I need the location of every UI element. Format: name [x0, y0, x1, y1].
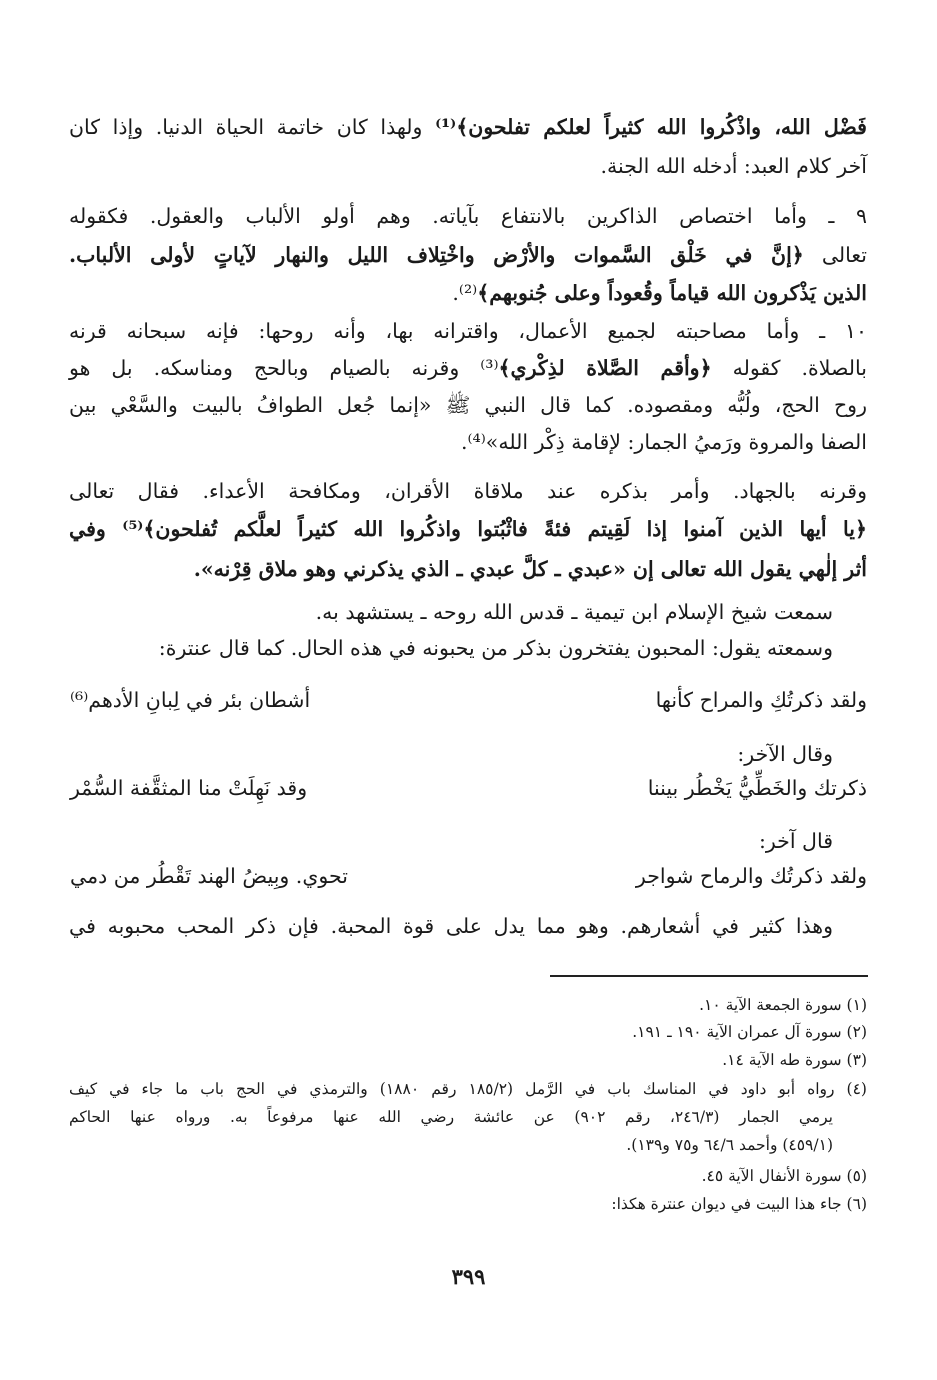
verse-hemistich: ولقد ذكرتُكِ والمراح كأنها [655, 688, 867, 712]
footnote: يرمي الجمار (٢٤٦/٣، رقم ٩٠٢) عن عائشة رضي الله عنها مرفوعاً به. ورواه عنها الحاكم [69, 1108, 833, 1126]
footnote: (٤) رواه أبو داود في المناسك باب في الرَّمل (١٨٥/٢ رقم ١٨٨٠) والترمذي في الحج باب ما جاء في كيف [69, 1080, 867, 1098]
text-line: وسمعته يقول: المحبون يفتخرون بذكر من يحبونه في هذه الحال. كما قال عنترة: [158, 636, 833, 660]
text-line: وهذا كثير في أشعارهم. وهو مما يدل على قوة المحبة. فإن ذكر المحب محبوبه في [69, 914, 833, 938]
quran-verse: الذين يَذْكرون الله قياماً وقُعوداً وعلى جُنوبهم﴾ [477, 281, 867, 305]
text-line: وقرنه بالجهاد. وأمر بذكره عند ملاقاة الأقران، ومكافحة الأعداء. فقال تعالى [69, 479, 867, 503]
text-span: بالصلاة. كقوله [711, 356, 867, 380]
footnote: (١) سورة الجمعة الآية ١٠. [699, 996, 867, 1014]
text-line [69, 355, 867, 381]
text-line: آخر كلام العبد: أدخله الله الجنة. [600, 154, 867, 178]
quran-verse: فَضْل الله، واذْكُروا الله كثيراً لعلكم تفلحون﴾⁽¹⁾ [435, 115, 867, 139]
quran-verse: ﴿وأقم الصَّلاة لذِكْري﴾ [498, 356, 712, 380]
text-line: سمعت شيخ الإسلام ابن تيمية ـ قدس الله روحه ـ يستشهد به. [315, 600, 833, 624]
page-number: ٣٩٩ [451, 1264, 486, 1289]
verse-intro: وقال الآخر: [737, 742, 833, 766]
verse-hemistich: ولقد ذكرتُك والرماح شواجر [635, 864, 867, 888]
quran-verse: ﴿يا أيها الذين آمنوا إذا لَقِيتم فئةً فاثْبُتوا واذكُروا الله كثيراً لعلَّكم تُفلحون﴾ [143, 517, 867, 541]
text-line: ٩ ـ وأما اختصاص الذاكرين بالانتفاع بآياته. وهم أولو الألباب والعقول. فكقوله [69, 204, 867, 228]
text-span: ⁽⁵⁾ وفي [69, 517, 144, 541]
verse-hemistich: أشطان بئر في لِبانِ الأدهم⁽⁶⁾ [70, 688, 311, 712]
footnote: (٤٥٩/١) وأحمد ٦٤/٦ و٧٥ و١٣٩). [626, 1136, 833, 1154]
text-line: أثر إلٰهي يقول الله تعالى إن «عبدي ـ كلَّ عبدي ـ الذي يذكرني وهو ملاق قِرْنه». [193, 557, 867, 581]
text-line: روح الحج، ولُبُّه ومقصوده. كما قال النبي ﷺ «إنما جُعل الطوافُ بالبيت والسَّعْي بين [69, 393, 867, 417]
text-line [69, 280, 867, 306]
text-span: تعالى [803, 243, 867, 267]
text-line [69, 242, 867, 268]
footnote-separator [550, 975, 868, 977]
text-line [69, 114, 867, 140]
footnote: (٢) سورة آل عمران الآية ١٩٠ ـ ١٩١. [632, 1023, 867, 1041]
footnote: (٣) سورة طه الآية ١٤. [722, 1051, 867, 1069]
verse-intro: قال آخر: [758, 829, 833, 853]
quran-verse: ﴿إنَّ في خَلْق السَّموات والأرْض واخْتِلاف الليل والنهار لآياتٍ لأولى الألباب. [69, 243, 804, 267]
verse-hemistich: ذكرتك والخَطِّيُّ يَخْطُر بيننا [647, 776, 867, 800]
text-span: ⁽³⁾ وقرنه بالصيام وبالحج ومناسكه. بل هو [69, 356, 499, 380]
text-line: ١٠ ـ وأما مصاحبته لجميع الأعمال، واقترانه بها، وأنه روحها: فإنه سبحانه قرنه [69, 319, 867, 343]
verse-hemistich: تحوي. وبِيضُ الهند تَقْطُر من دمي [70, 864, 348, 888]
text-line [69, 516, 867, 542]
footnote: (٥) سورة الأنفال الآية ٤٥. [701, 1167, 867, 1185]
footnote-ref: ⁽²⁾. [452, 281, 478, 305]
verse-hemistich: وقد نَهِلَتْ منا المثقَّفة السُّمْر [70, 776, 308, 800]
footnote: (٦) جاء هذا البيت في ديوان عنترة هكذا: [611, 1195, 867, 1213]
text-line: الصفا والمروة ورَميُ الجمار: لإقامة ذِكْر الله»⁽⁴⁾. [460, 430, 867, 454]
text-span: ولهذا كان خاتمة الحياة الدنيا. وإذا كان [69, 115, 436, 139]
